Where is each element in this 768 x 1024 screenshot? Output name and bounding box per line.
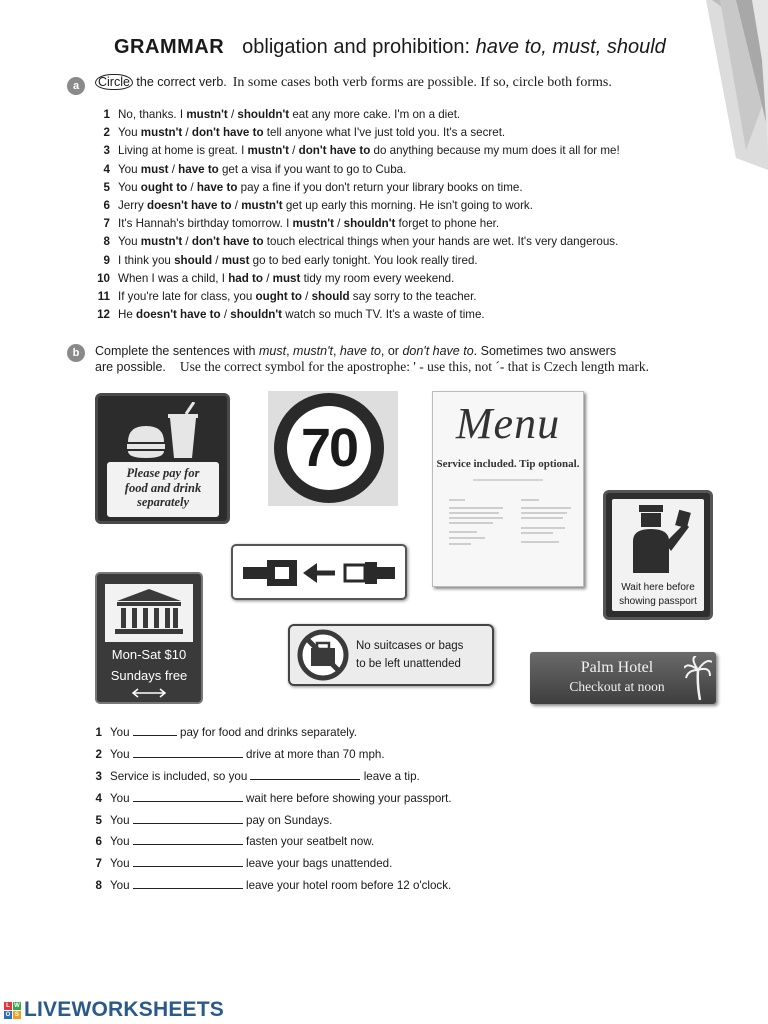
section-b-note: Use the correct symbol for the apostrophe: ' - use this, not ´- that is Czech length mark. [179,359,650,374]
title-heading: GRAMMAR [114,36,225,58]
item-text: do anything because my mum does it all for me! [370,144,620,158]
item-number: 1 [95,726,102,739]
exercise-b-item [86,810,452,832]
answer-blank[interactable] [250,768,360,780]
bags-sign-text [356,637,463,673]
item-text: pay for food and drinks separately. [176,726,358,739]
exercise-a-item [86,179,620,197]
option-2[interactable]: shouldn't [230,308,282,322]
museum-sign-text [97,644,201,686]
item-text: Living at home is great. I [118,144,248,158]
option-2[interactable]: have to [196,180,238,194]
passport-officer-icon [625,503,695,573]
item-number: 8 [95,879,102,893]
sign-palm-hotel [530,652,716,704]
exercise-a-item [86,197,620,215]
sign-text: Checkout at noon [569,679,665,694]
option-2[interactable]: don't have to [191,235,264,249]
exercise-b-item [86,788,452,810]
item-text: forget to phone her. [395,217,500,231]
exercise-a-item [86,106,620,124]
item-text: tidy my room every weekend. [300,271,455,285]
item-text: No, thanks. I [118,108,187,121]
sign-text: No suitcases or bags [356,640,464,652]
palm-tree-icon [684,656,712,700]
item-number: 6 [103,198,110,212]
item-text: tell anyone what I've just told you. It's a secret. [263,126,506,140]
option-1[interactable]: doesn't have to [136,308,221,322]
separator: / [168,162,179,176]
modal-have-to: have to [339,344,381,358]
item-number: 7 [95,857,102,871]
exercise-b-item [86,853,452,875]
separator: / [227,108,238,121]
item-text: leave your hotel room before 12 o'clock. [242,879,452,893]
item-text: get a visa if you want to go to Cuba. [218,162,407,176]
option-1[interactable]: mustn't [186,108,228,121]
item-text: You [110,857,133,871]
item-text: drive at more than 70 mph. [242,747,385,761]
item-text: I think you [118,253,175,267]
separator: / [220,308,231,322]
logo-letter: S [14,1011,20,1018]
item-text: You [118,180,141,194]
museum-building-icon [113,589,185,637]
item-text: pay a fine if you don't return your library books on time. [237,180,523,194]
exercise-a-item [86,270,620,288]
exercise-a-item [86,124,620,142]
option-2[interactable]: mustn't [241,198,283,212]
item-text: get up early this morning. He isn't going to work. [282,198,533,212]
sign-passport-control [603,490,713,620]
section-a-note: In some cases both verb forms are possible. If so, circle both forms. [232,75,612,90]
sign-text: Please pay for [126,466,200,480]
exercise-b-item [86,766,452,788]
exercise-a-item [86,288,620,306]
liveworksheets-logo[interactable] [4,998,224,1022]
item-text: watch so much TV. It's a waste of time. [282,308,485,322]
item-number: 9 [103,253,110,267]
item-number: 5 [103,180,110,194]
item-text: pay on Sundays. [242,813,333,827]
item-text: You [110,879,133,893]
separator: / [182,126,192,140]
passport-sign-panel [612,499,704,611]
answer-blank[interactable] [133,746,243,758]
separator: , or [380,344,403,358]
option-1[interactable]: ought to [255,289,302,303]
sign-text: showing passport [619,596,697,607]
separator: / [231,198,242,212]
passport-sign-text [612,581,704,609]
modal-mustnt: mustn't [293,344,333,358]
option-2[interactable]: must [221,253,250,267]
exercise-b-item [86,831,452,853]
exercise-a-item [86,142,620,160]
logo-icon [4,1002,21,1019]
exercise-a-item [86,306,620,324]
option-1[interactable]: doesn't have to [146,198,232,212]
sign-text: Palm Hotel [580,659,654,676]
instruction-text: . Sometimes two answers [473,344,617,358]
speed-limit-circle [274,393,384,503]
item-number: 2 [103,126,110,140]
museum-icon-panel [105,584,193,642]
sign-text: separately [136,495,190,509]
item-number: 6 [95,835,102,849]
exercise-a-item [86,252,620,270]
item-number: 5 [95,813,102,827]
sign-text: Wait here before [621,582,695,593]
item-number: 10 [97,271,110,285]
answer-blank[interactable] [133,877,243,889]
separator: , [286,344,294,358]
instruction-text: the correct verb. [132,75,227,89]
item-number: 3 [103,144,110,158]
option-1[interactable]: had to [228,271,263,285]
separator: / [301,289,312,303]
option-2[interactable]: must [272,271,301,285]
option-1[interactable]: mustn't [292,217,334,231]
sign-text: Sundays free [110,668,188,683]
section-b-badge: b [67,344,85,362]
burger-drink-icon [124,402,204,460]
separator: / [288,144,299,158]
section-a-badge: a [67,77,85,95]
separator: / [262,271,273,285]
circle-word: Circle [95,74,133,90]
speed-value: 70 [300,418,358,478]
menu-text-lines [433,476,583,586]
section-a-list [86,106,620,324]
modal-dont-have-to: don't have to [402,344,474,358]
item-text: If you're late for class, you [118,289,256,303]
sign-museum [95,572,203,704]
answer-blank[interactable] [133,812,243,824]
page-title [114,36,666,59]
item-text: Service is included, so you [110,769,251,783]
sign-text: food and drink [124,480,202,495]
item-number: 8 [103,235,110,249]
option-2[interactable]: don't have to [191,126,264,140]
item-text: You [118,235,141,249]
item-text: eat any more cake. I'm on a diet. [289,108,461,121]
item-text: fasten your seatbelt now. [242,835,375,849]
item-text: You [110,791,133,805]
sign-seatbelt [231,544,407,600]
item-text: When I was a child, I [118,271,229,285]
brand-name: LIVEWORKSHEETS [24,998,224,1021]
instruction-text: Complete the sentences with [95,344,259,358]
seatbelt-icon [233,546,403,598]
logo-letter: L [4,1002,12,1010]
item-text: wait here before showing your passport. [242,791,452,805]
item-text: leave your bags unattended. [242,857,393,871]
separator: / [187,180,197,194]
section-a-instruction [95,75,612,91]
sign-text: to be left unattended [356,658,461,670]
sign-speed-limit [268,391,398,506]
exercise-a-item [86,215,620,233]
exercise-a-item [86,233,620,251]
separator: / [182,235,192,249]
section-b-instruction [95,344,745,375]
item-number: 11 [97,289,110,303]
item-number: 4 [103,162,110,176]
item-text: You [110,747,133,761]
item-number: 7 [103,217,110,231]
item-text: You [110,835,133,849]
separator: , [332,344,340,358]
item-text: You [110,813,133,827]
item-number: 12 [97,308,110,322]
option-1[interactable]: mustn't [140,126,183,140]
option-2[interactable]: have to [178,162,219,176]
item-number: 3 [95,769,102,783]
item-text: touch electrical things when your hands are wet. It's very dangerous. [263,235,619,249]
option-1[interactable]: ought to [140,180,188,194]
instruction-text: are possible. [95,360,166,374]
sign-text: Mon-Sat $10 [111,647,187,662]
sign-no-bags [288,624,494,686]
title-topic-italic: have to, must, should [475,36,666,58]
item-text: say sorry to the teacher. [349,289,477,303]
item-text: You [110,726,133,739]
option-1[interactable]: should [174,253,213,267]
option-1[interactable]: mustn't [247,144,289,158]
item-text: It's Hannah's birthday tomorrow. I [118,217,293,231]
option-2[interactable]: shouldn't [343,217,396,231]
logo-letter: W [14,1002,20,1009]
option-1[interactable]: mustn't [140,235,183,249]
item-text: He [118,308,137,322]
menu-subtitle: Service included. Tip optional. [436,458,580,470]
exercise-b-item [86,744,452,766]
separator: / [212,253,222,267]
item-number: 4 [95,791,102,805]
sign-menu [432,391,584,587]
option-1[interactable]: must [140,162,169,176]
answer-blank[interactable] [133,790,243,802]
item-text: You [118,126,141,140]
logo-letter: O [5,1011,11,1018]
double-arrow-icon [129,688,169,698]
sign-food-drink [95,393,230,524]
exercise-a-item [86,161,620,179]
hotel-sign-text [542,658,692,696]
option-2[interactable]: should [311,289,350,303]
item-text: You [118,162,141,176]
option-2[interactable]: don't have to [298,144,371,158]
item-number: 1 [103,108,110,121]
exercise-b-item [86,722,452,744]
title-topic: obligation and prohibition: [242,36,476,58]
modal-must: must [258,344,287,358]
answer-blank[interactable] [133,724,177,736]
item-number: 2 [95,747,102,761]
option-2[interactable]: shouldn't [237,108,290,121]
item-text: go to bed early tonight. You look really tired. [249,253,478,267]
separator: / [333,217,344,231]
menu-title: Menu [455,399,561,448]
item-text: leave a tip. [360,769,420,783]
section-b-list [86,722,452,897]
corner-decoration [706,0,768,170]
exercise-b-item [86,875,452,897]
answer-blank[interactable] [133,855,243,867]
food-sign-label [107,462,219,517]
answer-blank[interactable] [133,833,243,845]
item-text: Jerry [118,198,147,212]
no-suitcase-icon [296,628,350,682]
